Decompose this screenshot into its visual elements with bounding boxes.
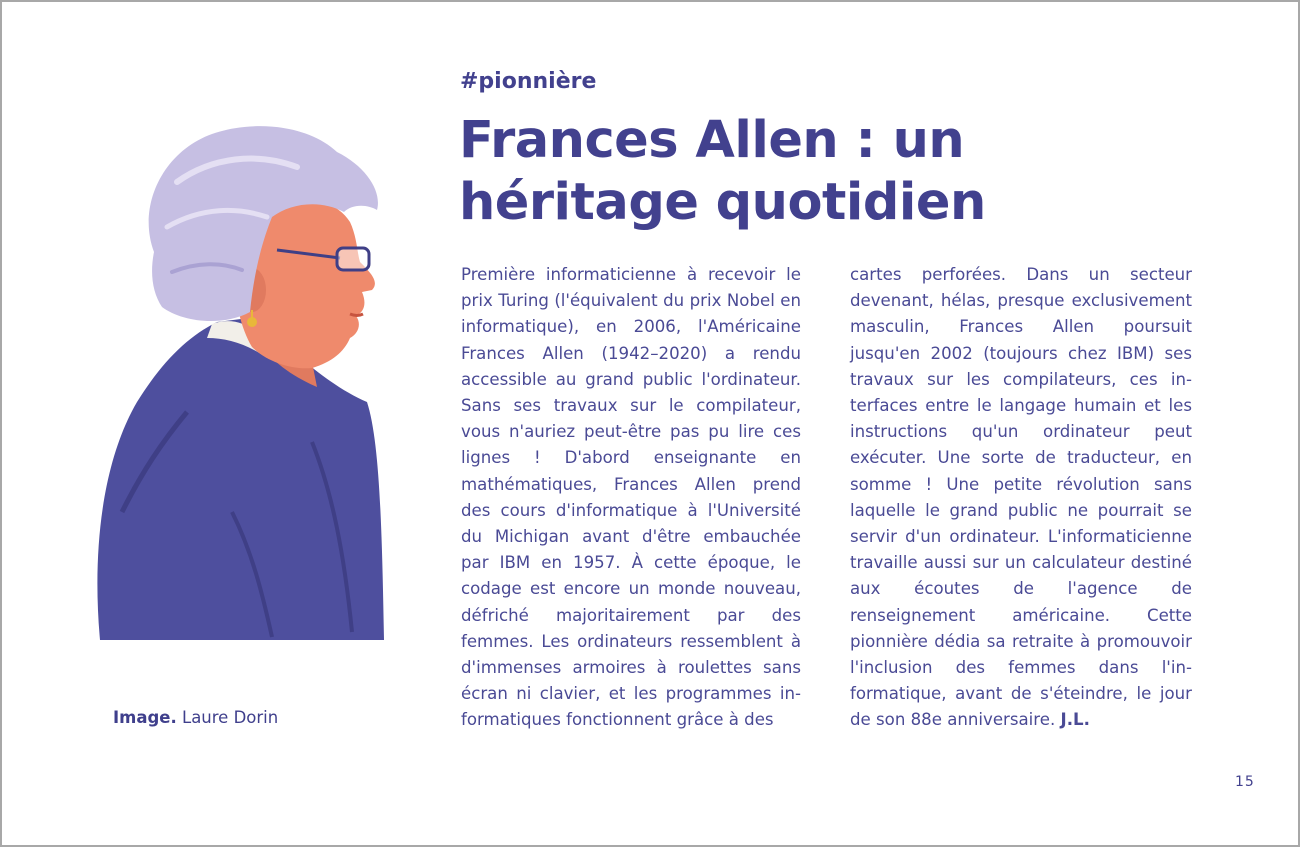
article-column-2 (850, 262, 1192, 734)
page-number: 15 (1235, 774, 1255, 790)
portrait-illustration (82, 112, 402, 642)
caption-label: Image. (113, 708, 177, 727)
author-signature: J.L. (1060, 710, 1090, 730)
article-hashtag: #pionnière (460, 69, 597, 94)
earring (247, 317, 257, 327)
caption-credit: Laure Dorin (182, 708, 279, 727)
image-caption (113, 708, 278, 727)
column-2-text: cartes perforées. Dans un secteur devenant, hélas, presque exclusivement masculin, Frances Allen poursuit jusqu'en 2002 (toujours chez IBM) ses travaux sur les compilateurs, ces interfaces entre le langage humain et les instructions qu'un ordinateur peut exécuter. Une sorte de traducteur, en somme ! Une petite révolution sans laquelle le grand public ne pourrait se servir d'un ordinateur. L'informaticienne travaille aussi sur un calculateur destiné aux écoutes de l'agence de renseignement américaine. Cette pionnière dédia sa retraite à promouvoir l'inclusion des femmes dans l'informatique, avant de s'éteindre, le jour de son 88e anniversaire. (850, 265, 1192, 730)
article-title: Frances Allen : un héritage quotidien (459, 111, 986, 232)
article-column-1: Première informaticienne à recevoir le prix Turing (l'équivalent du prix Nobel en informatique), en 2006, l'Américaine Frances Allen (1942–2020) a rendu accessible au grand public l'ordinateur. Sans ses travaux sur le compilateur, vous n'auriez peut-être pas pu lire ces lignes ! D'abord enseignante en mathématiques, Frances Allen prend des cours d'informatique à l'Université du Michigan avant d'être embauchée par IBM en 1957. À cette époque, le codage est encore un monde nouveau, défriché majoritairement par des femmes. Les ordinateurs ressemblent à d'immenses armoires à roulettes sans écran ni clavier, et les programmes informatiques fonctionnent grâce à des (461, 265, 801, 730)
